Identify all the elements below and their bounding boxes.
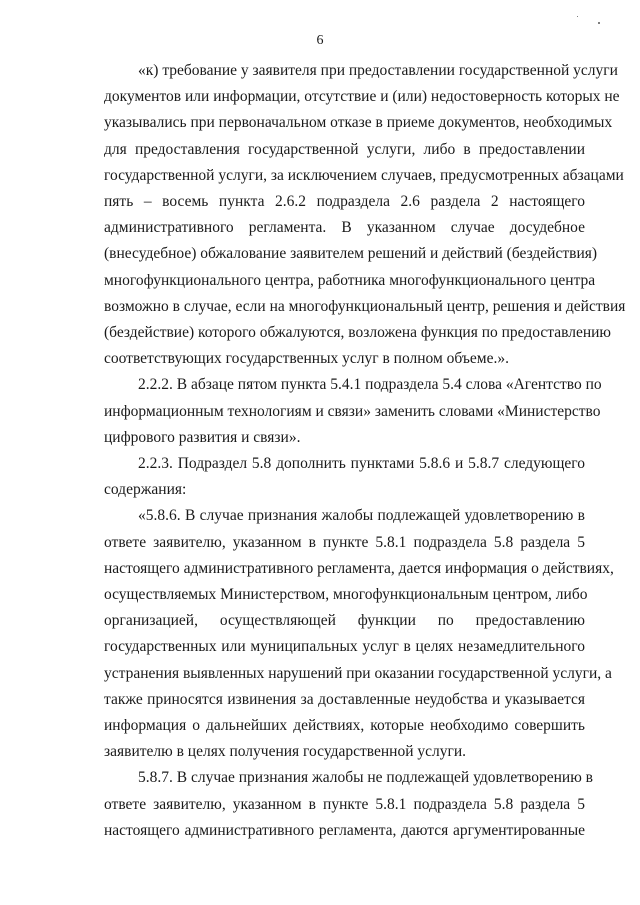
text-line: информация о дальнейших действиях, которые необходимо совершить	[104, 717, 585, 735]
text-line: ответе заявителю, указанном в пункте 5.8.1 подраздела 5.8 раздела 5	[104, 795, 585, 813]
text-line: 5.8.7. В случае признания жалобы не подлежащей удовлетворению в	[138, 769, 593, 787]
text-line: информационным технологиям и связи» заменить словами «Министерство	[104, 402, 601, 420]
text-line: цифрового развития и связи».	[104, 428, 301, 446]
text-line: ответе заявителю, указанном в пункте 5.8.1 подраздела 5.8 раздела 5	[104, 533, 585, 551]
text-line: государственных или муниципальных услуг в целях незамедлительного	[104, 638, 585, 656]
text-line: документов или информации, отсутствие и (или) недостоверность которых не	[104, 88, 620, 106]
page-number: 6	[316, 33, 324, 48]
text-line: «5.8.6. В случае признания жалобы подлежащей удовлетворению в	[138, 507, 585, 525]
text-line: 2.2.3. Подраздел 5.8 дополнить пунктами 5.8.6 и 5.8.7 следующего	[138, 455, 585, 473]
text-line: настоящего административного регламента, дается информация о действиях,	[104, 559, 614, 577]
text-line: многофункционального центра, работника многофункционального центра	[104, 271, 596, 289]
text-line: также приносятся извинения за доставленные неудобства и указывается	[104, 690, 585, 708]
text-line: возможно в случае, если на многофункциональный центр, решения и действия	[104, 297, 626, 315]
text-line: соответствующих государственных услуг в полном объеме.».	[104, 350, 509, 368]
document-body	[104, 58, 626, 844]
scan-speck	[577, 16, 578, 17]
scan-speck	[598, 22, 600, 24]
text-line: организацией, осуществляющей функции по предоставлению	[104, 612, 585, 630]
text-line: 2.2.2. В абзаце пятом пункта 5.4.1 подраздела 5.4 слова «Агентство по	[138, 376, 602, 394]
text-line: административного регламента. В указанном случае досудебное	[104, 219, 585, 237]
text-line: для предоставления государственной услуги, либо в предоставлении	[104, 140, 585, 158]
text-line: заявителю в целях получения государственной услуги.	[104, 743, 467, 761]
text-line: (бездействие) которого обжалуются, возложена функция по предоставлению	[104, 324, 611, 342]
text-line: указывались при первоначальном отказе в приеме документов, необходимых	[104, 114, 613, 132]
text-line: осуществляемых Министерством, многофункциональным центром, либо	[104, 586, 588, 604]
text-line: содержания:	[104, 481, 187, 499]
text-line: устранения выявленных нарушений при оказании государственной услуги, а	[104, 664, 612, 682]
text-line: пять – восемь пункта 2.6.2 подраздела 2.6 раздела 2 настоящего	[104, 193, 585, 211]
text-line: настоящего административного регламента, даются аргументированные	[104, 821, 585, 839]
text-line: (внесудебное) обжалование заявителем решений и действий (бездействия)	[104, 245, 598, 263]
text-line: «к) требование у заявителя при предоставлении государственной услуги	[138, 62, 618, 79]
text-line: государственной услуги, за исключением случаев, предусмотренных абзацами	[104, 166, 624, 184]
